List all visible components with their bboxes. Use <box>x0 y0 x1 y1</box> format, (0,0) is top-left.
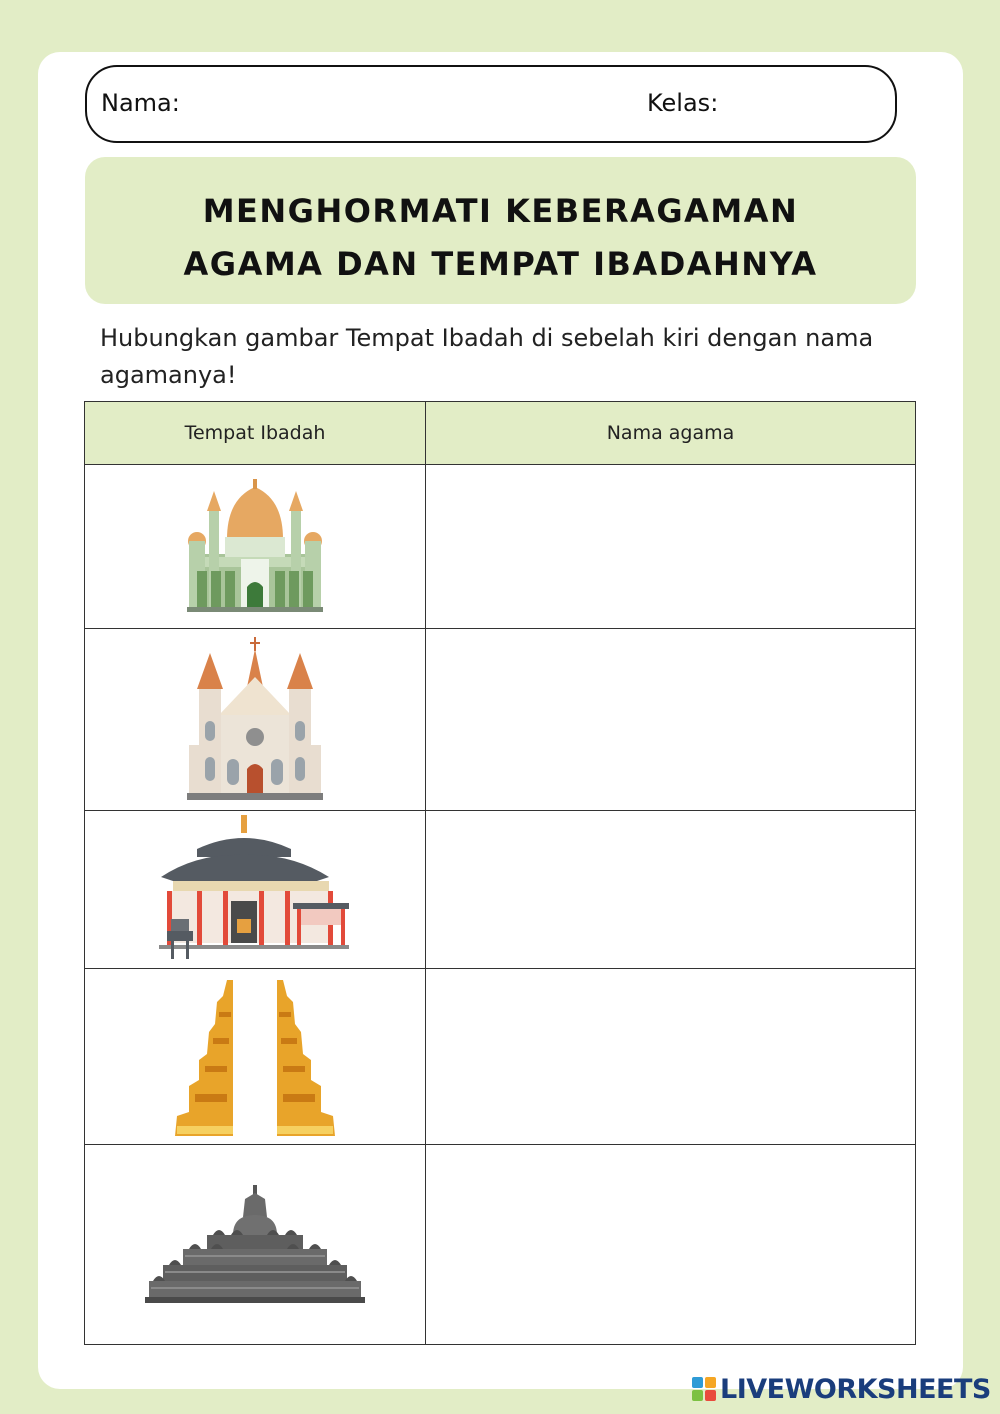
church-icon <box>185 637 325 802</box>
brand-logo-icon <box>692 1377 716 1401</box>
column-header-religion: Nama agama <box>426 402 916 465</box>
table-row <box>85 629 916 811</box>
answer-cell[interactable] <box>426 1145 916 1345</box>
answer-cell[interactable] <box>426 629 916 811</box>
image-cell <box>85 811 426 969</box>
table-row <box>85 465 916 629</box>
liveworksheets-brand <box>692 1372 991 1406</box>
answer-cell[interactable] <box>426 811 916 969</box>
image-cell <box>85 1145 426 1345</box>
title-line-2: AGAMA DAN TEMPAT IBADAHNYA <box>183 245 818 283</box>
image-cell <box>85 629 426 811</box>
class-label: Kelas: <box>647 89 719 117</box>
balinese-temple-gate-icon <box>175 976 335 1138</box>
chinese-temple-icon <box>157 815 353 965</box>
worksheet-table <box>84 401 916 1345</box>
table-header-row <box>85 402 916 465</box>
name-label: Nama: <box>101 89 180 117</box>
buddhist-stupa-temple-icon <box>145 1185 365 1305</box>
column-header-place: Tempat Ibadah <box>85 402 426 465</box>
table-row <box>85 1145 916 1345</box>
table-row <box>85 811 916 969</box>
mosque-icon <box>185 479 325 614</box>
table-row <box>85 969 916 1145</box>
student-info-box <box>85 65 897 143</box>
brand-text: LIVEWORKSHEETS <box>720 1373 991 1405</box>
answer-cell[interactable] <box>426 969 916 1145</box>
title-banner <box>85 157 916 304</box>
image-cell <box>85 969 426 1145</box>
title-line-1: MENGHORMATI KEBERAGAMAN <box>202 192 799 230</box>
worksheet-title <box>85 185 916 291</box>
image-cell <box>85 465 426 629</box>
instruction-text: Hubungkan gambar Tempat Ibadah di sebelah kiri dengan nama agamanya! <box>100 324 874 389</box>
answer-cell[interactable] <box>426 465 916 629</box>
